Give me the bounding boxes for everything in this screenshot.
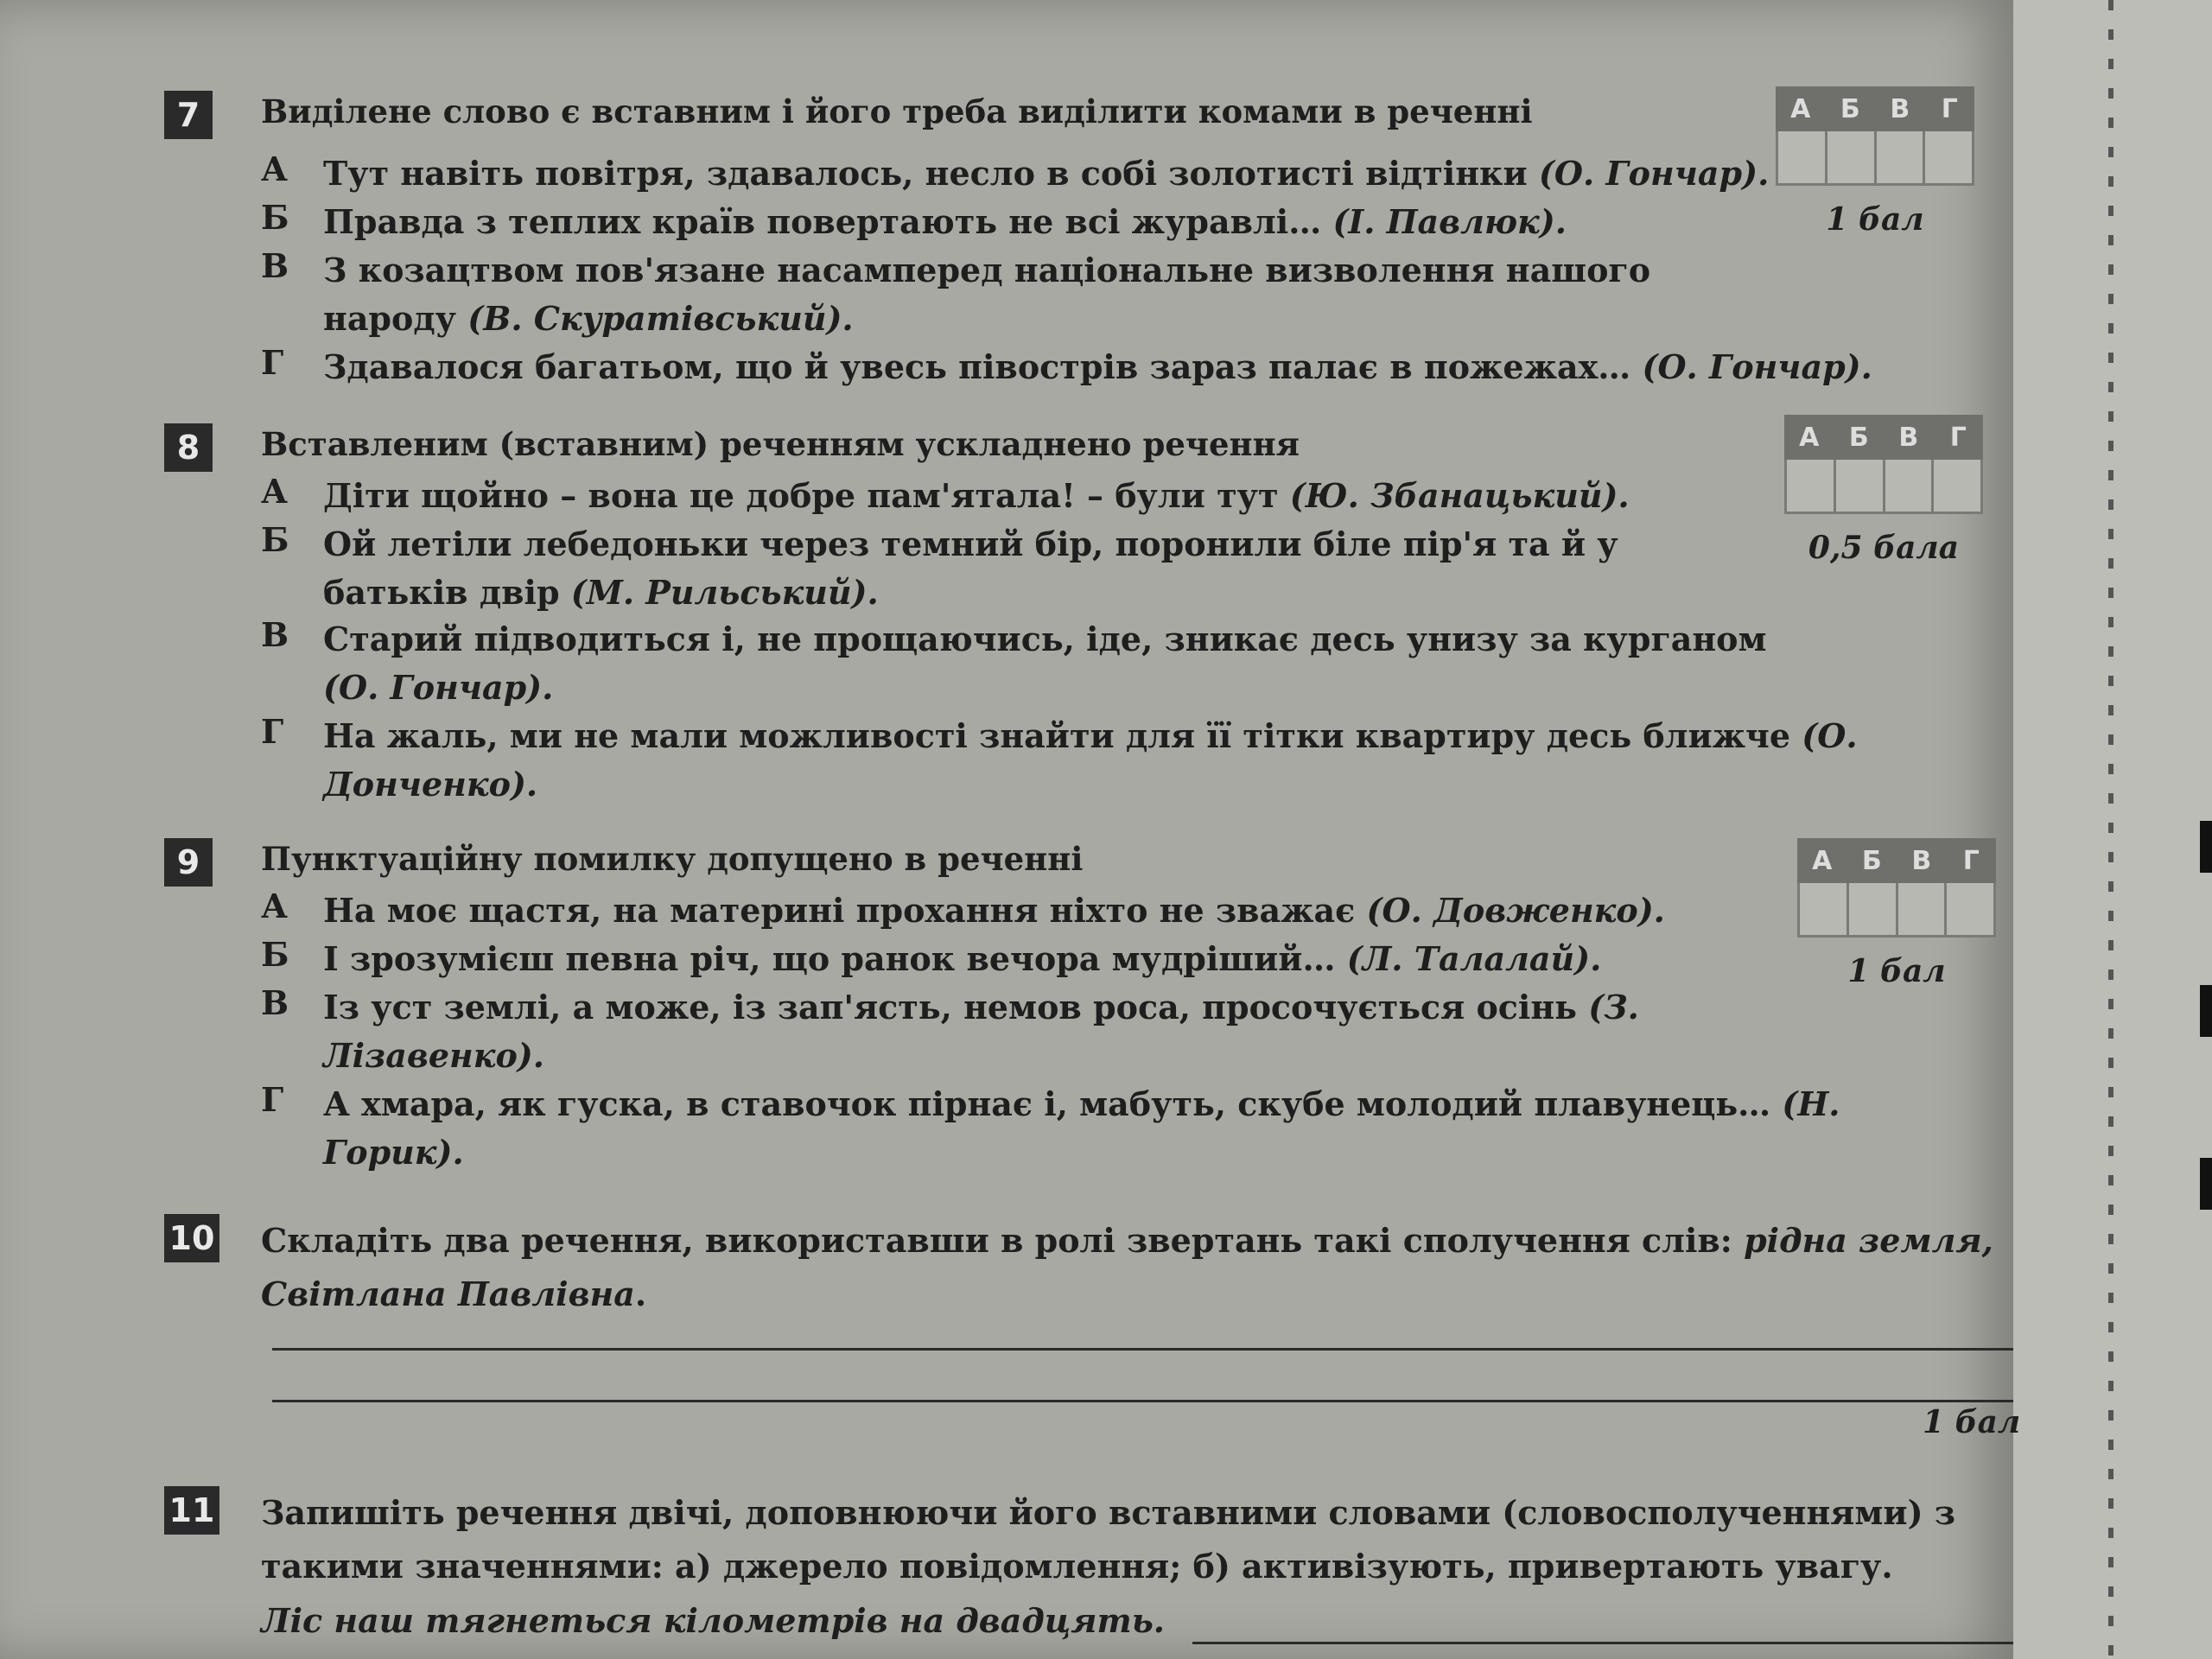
task-number: 10 [164, 1214, 219, 1262]
answer-line-3[interactable] [1192, 1642, 2013, 1644]
task-question: Складіть два речення, використавши в ролі звертань такі сполучення слів: рідна земля, Світлана Павлівна. [261, 1221, 1993, 1313]
points-label: 1 бал [1847, 953, 1946, 989]
option-text: Здавалося багатьом, що й увесь півострів зараз палає в пожежах… (О. Гончар). [323, 347, 1872, 386]
task-number: 7 [164, 91, 213, 139]
edge-mark [2200, 821, 2212, 873]
task-question: Вставленим (вставним) реченням ускладнено речення [261, 425, 1300, 463]
option-text: На моє щастя, на материні прохання ніхто не зважає (О. Довженко). [323, 891, 1665, 930]
option-letter: В [261, 246, 289, 285]
option-text: З козацтвом пов'язане насамперед національне визволення нашого народу (В. Скуратівський). [323, 251, 1651, 338]
grid-header: А Б В Г [1784, 415, 1983, 460]
grid-cells[interactable] [1797, 883, 1996, 938]
option-text: А хмара, як гуска, в ставочок пірнає і, мабуть, скубе молодий плавунець… (Н. Горик). [323, 1084, 1840, 1172]
edge-mark [2200, 1158, 2212, 1210]
option-text: Тут навіть повітря, здавалось, несло в собі золотисті відтінки (О. Гончар). [323, 154, 1770, 193]
points-label: 0,5 бала [1808, 530, 1960, 566]
option-letter: А [261, 472, 288, 511]
option-text: Старий підводиться і, не прощаючись, іде, зникає десь унизу за курганом (О. Гончар). [323, 620, 1767, 707]
task-question: Пунктуаційну помилку допущено в реченні [261, 840, 1084, 878]
task-question: Виділене слово є вставним і його треба виділити комами в реченні [261, 92, 1533, 130]
option-text: На жаль, ми не мали можливості знайти для її тітки квартиру десь ближче (О. Донченко). [323, 716, 1858, 804]
grid-cells[interactable] [1784, 460, 1983, 514]
option-letter: Г [261, 343, 284, 382]
option-text: Правда з теплих країв повертають не всі журавлі… (І. Павлюк). [323, 202, 1567, 241]
grid-header: А Б В Г [1776, 86, 1974, 131]
grid-cells[interactable] [1776, 131, 1974, 186]
option-letter: А [261, 149, 288, 188]
option-text: Ой летіли лебедоньки через темний бір, поронили біле пір'я та й у батьків двір (М. Рильський). [323, 524, 1618, 612]
points-label: 1 бал [1923, 1404, 2021, 1440]
option-text: Діти щойно – вона це добре пам'ятала! – були тут (Ю. Збанацький). [323, 476, 1630, 515]
perforation-line [2108, 0, 2113, 1659]
option-letter: В [261, 615, 289, 654]
grid-header: А Б В Г [1797, 838, 1996, 883]
option-letter: Г [261, 1080, 284, 1119]
task-question: Запишіть речення двічі, доповнюючи його вставними словами (словосполученнями) з такими значеннями: а) джерело повідомлення; б) активізують, привертають увагу. [261, 1493, 1956, 1586]
edge-mark [2200, 985, 2212, 1037]
option-text: І зрозумієш певна річ, що ранок вечора мудріший… (Л. Талалай). [323, 939, 1602, 978]
option-letter: Г [261, 712, 284, 751]
task-number: 11 [164, 1486, 219, 1535]
task-number: 9 [164, 838, 213, 887]
option-text: Із уст землі, а може, із зап'ясть, немов роса, просочується осінь (З. Лізавенко). [323, 988, 1639, 1075]
option-letter: В [261, 983, 289, 1022]
answer-line-2[interactable] [272, 1400, 2013, 1402]
points-label: 1 бал [1826, 201, 1924, 238]
task-number: 8 [164, 423, 213, 472]
option-letter: Б [261, 198, 289, 237]
task-sentence: Ліс наш тягнеться кілометрів на двадцять. [261, 1601, 1166, 1640]
answer-line-1[interactable] [272, 1348, 2013, 1351]
answer-grid-8 [1784, 415, 1983, 566]
option-letter: Б [261, 935, 289, 974]
option-letter: Б [261, 520, 289, 559]
answer-grid-7 [1776, 86, 1974, 238]
answer-grid-9 [1797, 838, 1996, 989]
option-letter: А [261, 887, 288, 925]
